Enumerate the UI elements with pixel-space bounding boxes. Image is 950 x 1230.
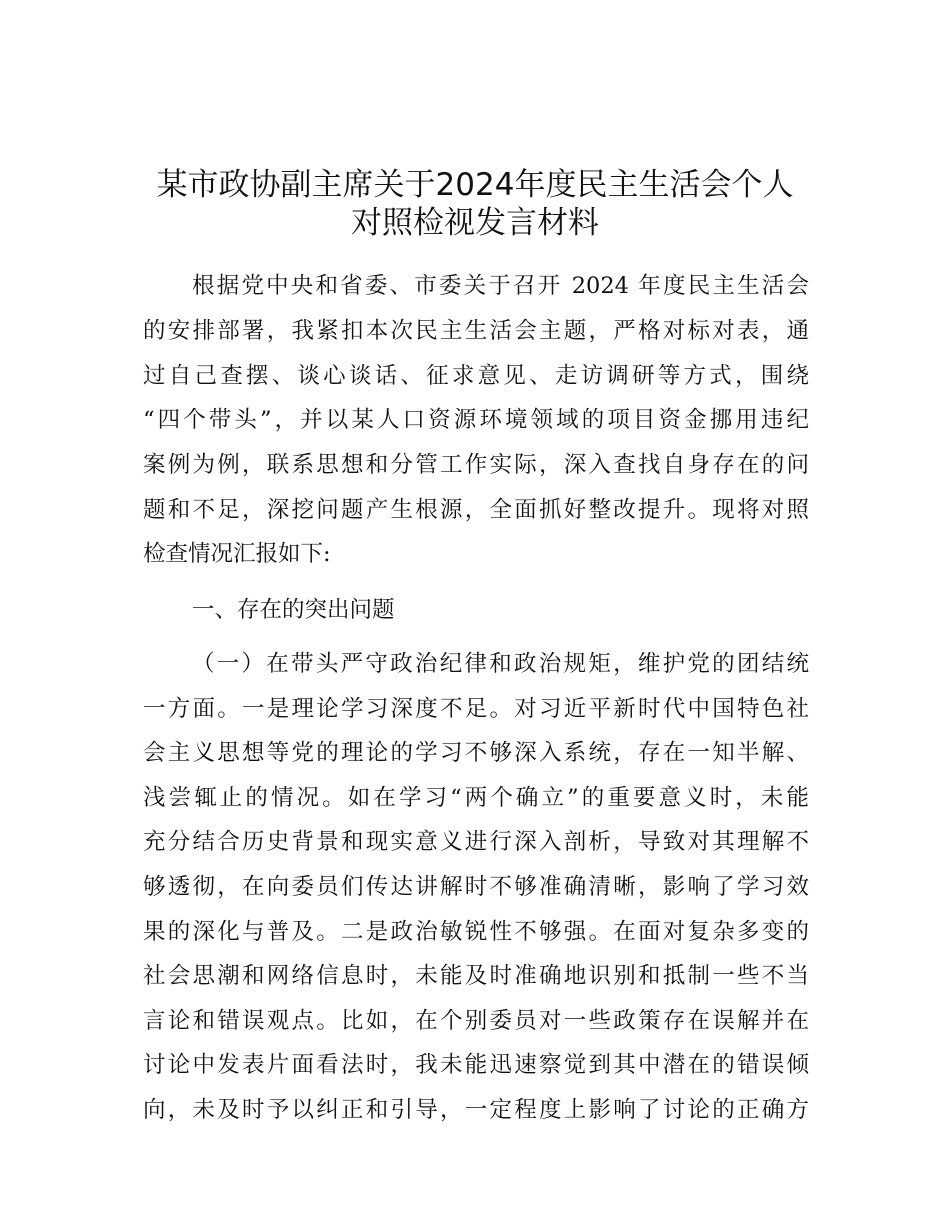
paragraph-2-line: 果的深化与普及。二是政治敏锐性不够强。在面对复杂多变的 bbox=[143, 919, 809, 945]
paragraph-1-line: 案例为例，联系思想和分管工作实际，深入查找自身存在的问 bbox=[143, 452, 809, 478]
paragraph-2-line: 言论和错误观点。比如，在个别委员对一些政策存在误解并在 bbox=[143, 1008, 809, 1034]
paragraph-2-line: 社会思潮和网络信息时，未能及时准确地识别和抵制一些不当 bbox=[143, 963, 809, 989]
paragraph-2-line: 讨论中发表片面看法时，我未能迅速察觉到其中潜在的错误倾 bbox=[143, 1052, 809, 1078]
paragraph-2-line: 向，未及时予以纠正和引导，一定程度上影响了讨论的正确方 bbox=[143, 1097, 809, 1123]
paragraph-1-line: 检查情况汇报如下: bbox=[143, 541, 331, 567]
paragraph-1-line: 过自己查摆、谈心谈话、征求意见、走访调研等方式，围绕 bbox=[143, 363, 809, 389]
document-title-line-1: 某市政协副主席关于2024年度民主生活会个人 bbox=[156, 167, 794, 203]
paragraph-2-line: 够透彻，在向委员们传达讲解时不够准确清晰，影响了学习效 bbox=[143, 874, 809, 900]
paragraph-2-line: （一）在带头严守政治纪律和政治规矩，维护党的团结统 bbox=[192, 651, 809, 677]
paragraph-1-line: “四个带头”，并以某人口资源环境领域的项目资金挪用违纪 bbox=[143, 407, 809, 433]
paragraph-2-line: 充分结合历史背景和现实意义进行深入剖析，导致对其理解不 bbox=[143, 829, 809, 855]
paragraph-1-line: 题和不足，深挖问题产生根源，全面抓好整改提升。现将对照 bbox=[143, 497, 809, 523]
paragraph-2-line: 一方面。一是理论学习深度不足。对习近平新时代中国特色社 bbox=[143, 696, 809, 722]
section-heading: 一、存在的突出问题 bbox=[192, 597, 395, 623]
paragraph-1-line: 的安排部署，我紧扣本次民主生活会主题，严格对标对表，通 bbox=[143, 318, 809, 344]
document-title-line-2: 对照检视发言材料 bbox=[351, 205, 599, 241]
paragraph-2-line: 会主义思想等党的理论的学习不够深入系统，存在一知半解、 bbox=[143, 740, 809, 766]
paragraph-1-line: 根据党中央和省委、市委关于召开 2024 年度民主生活会 bbox=[192, 273, 809, 299]
paragraph-2-line: 浅尝辄止的情况。如在学习“两个确立”的重要意义时，未能 bbox=[143, 785, 809, 811]
